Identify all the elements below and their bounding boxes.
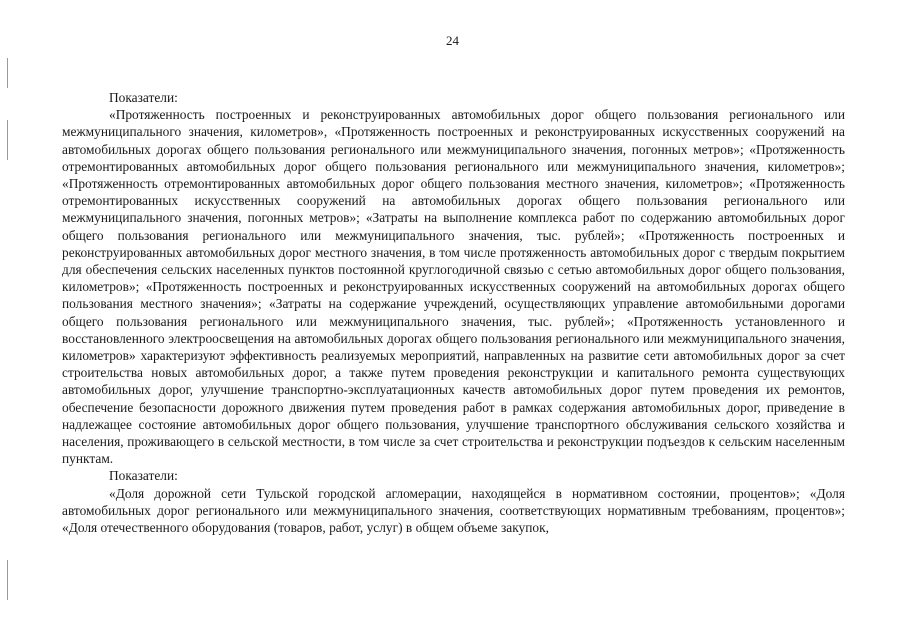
- section-paragraph: «Доля дорожной сети Тульской городской агломерации, находящейся в нормативном состоянии, процентов»; «Доля автомобильных дорог регионального или межмуниципального значения, соответствующих нормативным требованиям, процентов»; «Доля отечественного оборудования (товаров, работ, услуг) в общем объеме закупок,: [62, 485, 845, 536]
- section-heading: Показатели:: [109, 468, 178, 484]
- page-number: 24: [446, 33, 459, 48]
- section-paragraph: «Протяженность построенных и реконструированных автомобильных дорог общего пользования регионального или межмуниципального значения, километров», «Протяженность построенных и реконструированных искусственных сооружений на автомобильных дорогах общего пользования регионального или межмуниципального значения, погонных метров»; «Протяженность отремонтированных автомобильных дорог общего пользования регионального или межмуниципального значения, километров»; «Протяженность отремонтированных автомобильных дорог общего пользования местного значения, километров»; «Протяженность отремонтированных искусственных сооружений на автомобильных дорогах общего пользования регионального или межмуниципального значения, погонных метров»; «Затраты на выполнение комплекса работ по содержанию автомобильных дорог общего пользования регионального или межмуниципального значения, тыс. рублей»; «Протяженность построенных и реконструированных автомобильных дорог местного значения, в том числе протяженность автомобильных дорог с твердым покрытием для обеспечения сельских населенных пунктов постоянной круглогодичной связью с сетью автомобильных дорог общего пользования, километров»; «Протяженность построенных и реконструированных искусственных сооружений на автомобильных дорогах общего пользования местного значения»; «Затраты на содержание учреждений, осуществляющих управление автомобильными дорогами общего пользования регионального или межмуниципального значения, тыс. рублей»; «Протяженность установленного и восстановленного электроосвещения на автомобильных дорогах общего пользования регионального или межмуниципального значения, километров» характеризуют эффективность реализуемых мероприятий, направленных на развитие сети автомобильных дорог за счет строительства новых автомобильных дорог, а также путем проведения реконструкции и капитального ремонта существующих автомобильных дорог, улучшение транспортно-эксплуатационных качеств автомобильных дорог путем проведения их ремонтов, обеспечение безопасности дорожного движения путем проведения работ в рамках содержания автомобильных дорог, приведение в надлежащее состояние автомобильных дорог общего пользования, улучшение транспортного обслуживания сельского хозяйства и населения, проживающего в сельской местности, в том числе за счет строительства и реконструкции подъездов к сельским населенным пунктам.: [62, 107, 845, 467]
- section-heading: Показатели:: [109, 90, 178, 105]
- binding-margin-line: [7, 560, 8, 600]
- document-body: [62, 89, 845, 536]
- binding-margin-line: [7, 58, 8, 88]
- binding-margin-line: [7, 120, 8, 160]
